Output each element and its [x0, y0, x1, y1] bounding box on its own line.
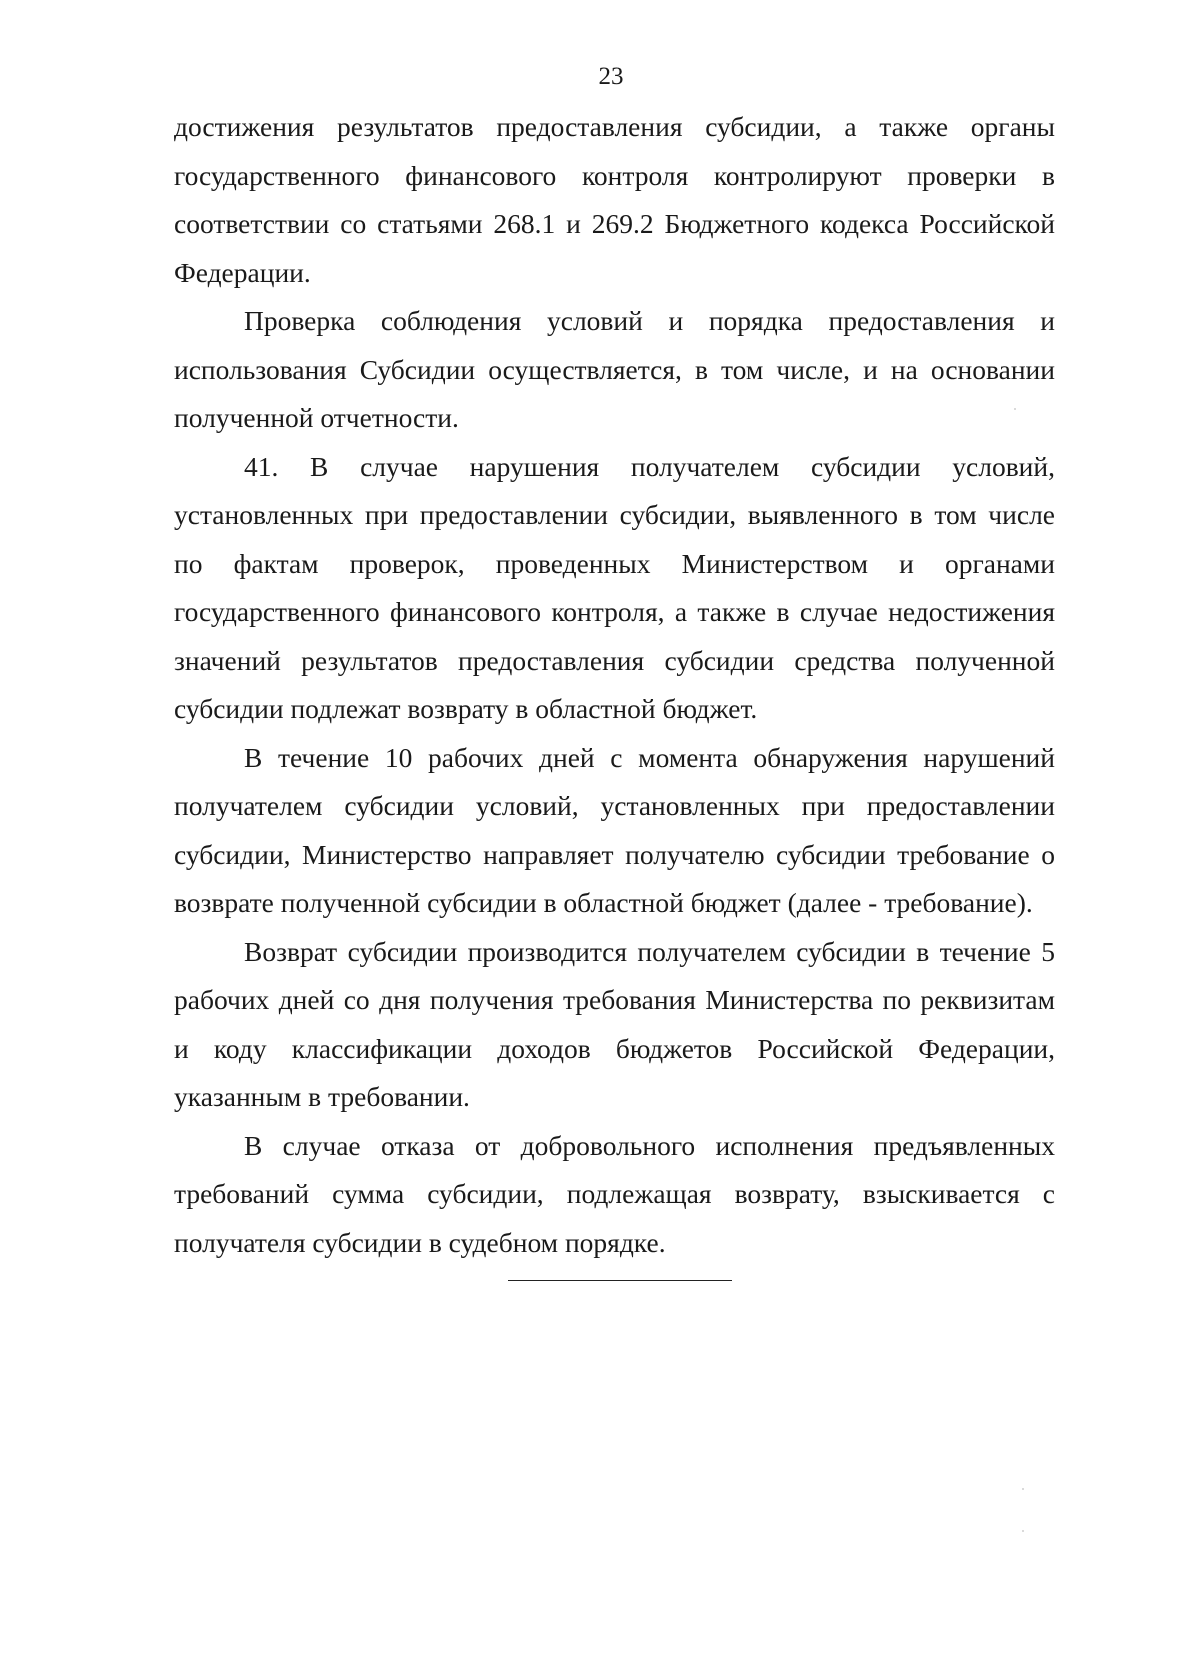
- page-number: 23: [598, 63, 624, 90]
- paragraph-verification: Проверка соблюдения условий и порядка предоставления и использования Субсидии осуществляется, в том числе, и на основании полученной отчетности.: [174, 305, 1055, 433]
- paragraph-refund: Возврат субсидии производится получателем субсидии в течение 5 рабочих дней со дня получения требования Министерства по реквизитам и коду классификации доходов бюджетов Российской Федерации, указанным в требовании.: [174, 935, 1055, 1112]
- paragraph-demand-notice: В течение 10 рабочих дней с момента обнаружения нарушений получателем субсидии условий, установленных при предоставлении субсидии, Министерство направляет получателю субсидии требование о возврате полученной субсидии в областной бюджет (далее - требование).: [174, 741, 1055, 918]
- end-separator-line: [508, 1280, 732, 1281]
- scan-speck: [1022, 1488, 1024, 1490]
- paragraph-continuation: достижения результатов предоставления субсидии, а также органы государственного финансового контроля контролируют проверки в соответствии со статьями 268.1 и 269.2 Бюджетного кодекса Российской Федерации.: [174, 111, 1055, 288]
- scan-speck: [1014, 408, 1016, 410]
- paragraph-court-recovery: В случае отказа от добровольного исполнения предъявленных требований сумма субсидии, подлежащая возврату, взыскивается с получателя субсидии в судебном порядке.: [174, 1129, 1055, 1258]
- paragraph-item-41: 41. В случае нарушения получателем субсидии условий, установленных при предоставлении субсидии, выявленного в том числе по фактам проверок, проведенных Министерством и органами государственного финансового контроля, а также в случае недостижения значений результатов предоставления субсидии средства полученной субсидии подлежат возврату в областной бюджет.: [174, 450, 1055, 724]
- scan-speck: [1022, 1530, 1024, 1532]
- document-body: [174, 103, 1055, 1267]
